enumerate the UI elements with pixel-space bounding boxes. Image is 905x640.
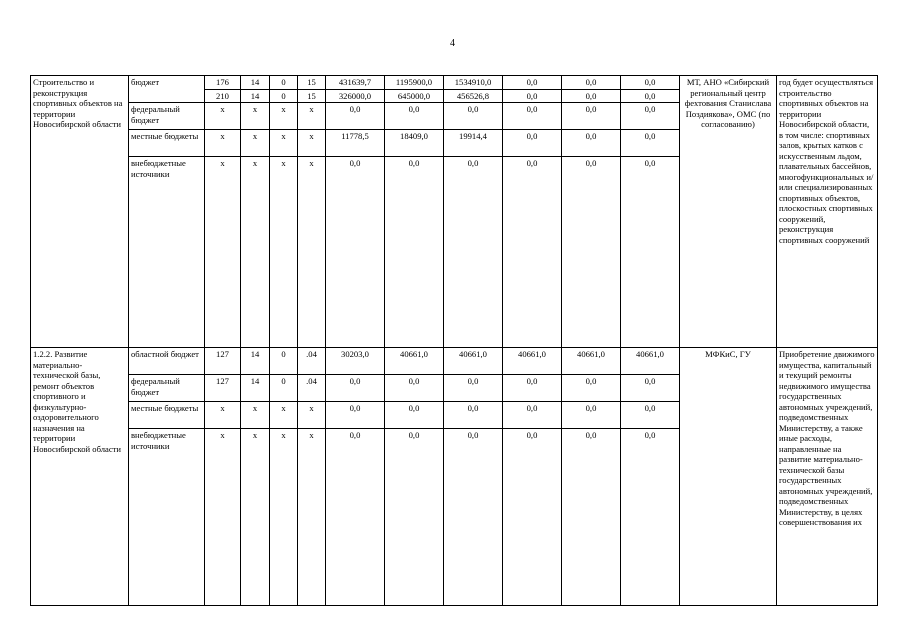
amount-cell: 0,0 xyxy=(444,402,503,429)
amount-cell: 0,0 xyxy=(503,103,562,130)
amount-cell: 0,0 xyxy=(562,130,621,157)
code-vr: x xyxy=(298,103,326,130)
code-rz: 14 xyxy=(241,89,270,103)
amount-cell: 0,0 xyxy=(385,157,444,348)
amount-cell: 0,0 xyxy=(562,76,621,90)
amount-cell: 30203,0 xyxy=(326,348,385,375)
code-vr: x xyxy=(298,429,326,606)
funding-source: местные бюджеты xyxy=(129,130,205,157)
amount-cell: 0,0 xyxy=(562,89,621,103)
code-rz: x xyxy=(241,429,270,606)
code-grbs: x xyxy=(205,429,241,606)
table-row xyxy=(31,76,878,90)
code-pr: x xyxy=(270,130,298,157)
funding-source: федеральный бюджет xyxy=(129,375,205,402)
page-number: 4 xyxy=(450,38,455,49)
amount-cell: 0,0 xyxy=(503,89,562,103)
code-vr: .04 xyxy=(298,375,326,402)
expected-result: Приобретение движимого имущества, капитальный и текущий ремонты недвижимого имущества государственных автономных учреждений, подведомственных Министерству, а также иные расходы, направленные на развитие материально-технической базы государственных автономных учреждений, подведомственных Министерству, в целях совершенствования их xyxy=(777,348,878,606)
code-pr: x xyxy=(270,103,298,130)
amount-cell: 0,0 xyxy=(621,130,680,157)
code-pr: 0 xyxy=(270,76,298,90)
code-vr: x xyxy=(298,130,326,157)
expected-result: год будет осуществляться строительство спортивных объектов на территории Новосибирской области, в том числе: спортивных залов, крытых катков с искусственным льдом, плавательных бассейнов, многофункциональных и/или специализированных спортивных объектов, плоскостных спортивных сооружений, реконструкция спортивных сооружений xyxy=(777,76,878,348)
amount-cell: 0,0 xyxy=(621,429,680,606)
table-row xyxy=(31,348,878,375)
amount-cell: 0,0 xyxy=(562,103,621,130)
amount-cell: 0,0 xyxy=(444,157,503,348)
code-rz: x xyxy=(241,103,270,130)
code-grbs: x xyxy=(205,103,241,130)
amount-cell: 0,0 xyxy=(326,429,385,606)
amount-cell: 40661,0 xyxy=(444,348,503,375)
amount-cell: 0,0 xyxy=(503,402,562,429)
amount-cell: 18409,0 xyxy=(385,130,444,157)
code-pr: x xyxy=(270,402,298,429)
code-grbs: 127 xyxy=(205,348,241,375)
amount-cell: 40661,0 xyxy=(503,348,562,375)
amount-cell: 431639,7 xyxy=(326,76,385,90)
amount-cell: 0,0 xyxy=(385,402,444,429)
amount-cell: 0,0 xyxy=(326,402,385,429)
code-vr: x xyxy=(298,402,326,429)
amount-cell: 0,0 xyxy=(562,375,621,402)
funding-source: местные бюджеты xyxy=(129,402,205,429)
funding-source: бюджет xyxy=(129,76,205,103)
amount-cell: 0,0 xyxy=(326,375,385,402)
amount-cell: 0,0 xyxy=(326,103,385,130)
amount-cell: 40661,0 xyxy=(562,348,621,375)
code-rz: x xyxy=(241,130,270,157)
funding-source: областной бюджет xyxy=(129,348,205,375)
amount-cell: 0,0 xyxy=(562,402,621,429)
code-grbs: 176 xyxy=(205,76,241,90)
code-vr: 15 xyxy=(298,89,326,103)
code-grbs: x xyxy=(205,402,241,429)
code-rz: 14 xyxy=(241,348,270,375)
amount-cell: 0,0 xyxy=(503,429,562,606)
code-pr: x xyxy=(270,157,298,348)
amount-cell: 645000,0 xyxy=(385,89,444,103)
funding-source: внебюджетные источники xyxy=(129,157,205,348)
code-pr: 0 xyxy=(270,375,298,402)
amount-cell: 0,0 xyxy=(621,89,680,103)
amount-cell: 40661,0 xyxy=(385,348,444,375)
amount-cell: 0,0 xyxy=(621,76,680,90)
executor: МФКиС, ГУ xyxy=(680,348,777,606)
table-body xyxy=(31,76,878,606)
amount-cell: 0,0 xyxy=(385,429,444,606)
amount-cell: 0,0 xyxy=(562,429,621,606)
amount-cell: 0,0 xyxy=(621,375,680,402)
funding-source: внебюджетные источники xyxy=(129,429,205,606)
code-vr: 15 xyxy=(298,76,326,90)
code-rz: 14 xyxy=(241,375,270,402)
amount-cell: 0,0 xyxy=(503,130,562,157)
amount-cell: 0,0 xyxy=(621,103,680,130)
code-pr: x xyxy=(270,429,298,606)
code-rz: x xyxy=(241,157,270,348)
measure-name: 1.2.2. Развитие материально-технической базы, ремонт объектов спортивного и физкультурно-оздоровительного назначения на территории Новосибирской области xyxy=(31,348,129,606)
code-pr: 0 xyxy=(270,89,298,103)
amount-cell: 0,0 xyxy=(503,375,562,402)
amount-cell: 0,0 xyxy=(621,402,680,429)
amount-cell: 0,0 xyxy=(503,76,562,90)
code-vr: x xyxy=(298,157,326,348)
code-rz: x xyxy=(241,402,270,429)
amount-cell: 19914,4 xyxy=(444,130,503,157)
amount-cell: 1195900,0 xyxy=(385,76,444,90)
amount-cell: 40661,0 xyxy=(621,348,680,375)
amount-cell: 0,0 xyxy=(444,375,503,402)
code-pr: 0 xyxy=(270,348,298,375)
funding-source: федеральный бюджет xyxy=(129,103,205,130)
code-grbs: x xyxy=(205,130,241,157)
amount-cell: 0,0 xyxy=(385,375,444,402)
measure-name: Строительство и реконструкция спортивных объектов на территории Новосибирской области xyxy=(31,76,129,348)
code-grbs: 127 xyxy=(205,375,241,402)
executor: МТ, АНО «Сибирский региональный центр фехтования Станислава Поздиякова», ОМС (по согласованию) xyxy=(680,76,777,348)
code-grbs: x xyxy=(205,157,241,348)
amount-cell: 0,0 xyxy=(444,429,503,606)
amount-cell: 1534910,0 xyxy=(444,76,503,90)
amount-cell: 456526,8 xyxy=(444,89,503,103)
amount-cell: 326000,0 xyxy=(326,89,385,103)
code-grbs: 210 xyxy=(205,89,241,103)
amount-cell: 0,0 xyxy=(326,157,385,348)
program-table xyxy=(30,75,878,606)
amount-cell: 11778,5 xyxy=(326,130,385,157)
amount-cell: 0,0 xyxy=(503,157,562,348)
code-vr: .04 xyxy=(298,348,326,375)
amount-cell: 0,0 xyxy=(562,157,621,348)
amount-cell: 0,0 xyxy=(385,103,444,130)
amount-cell: 0,0 xyxy=(444,103,503,130)
amount-cell: 0,0 xyxy=(621,157,680,348)
code-rz: 14 xyxy=(241,76,270,90)
